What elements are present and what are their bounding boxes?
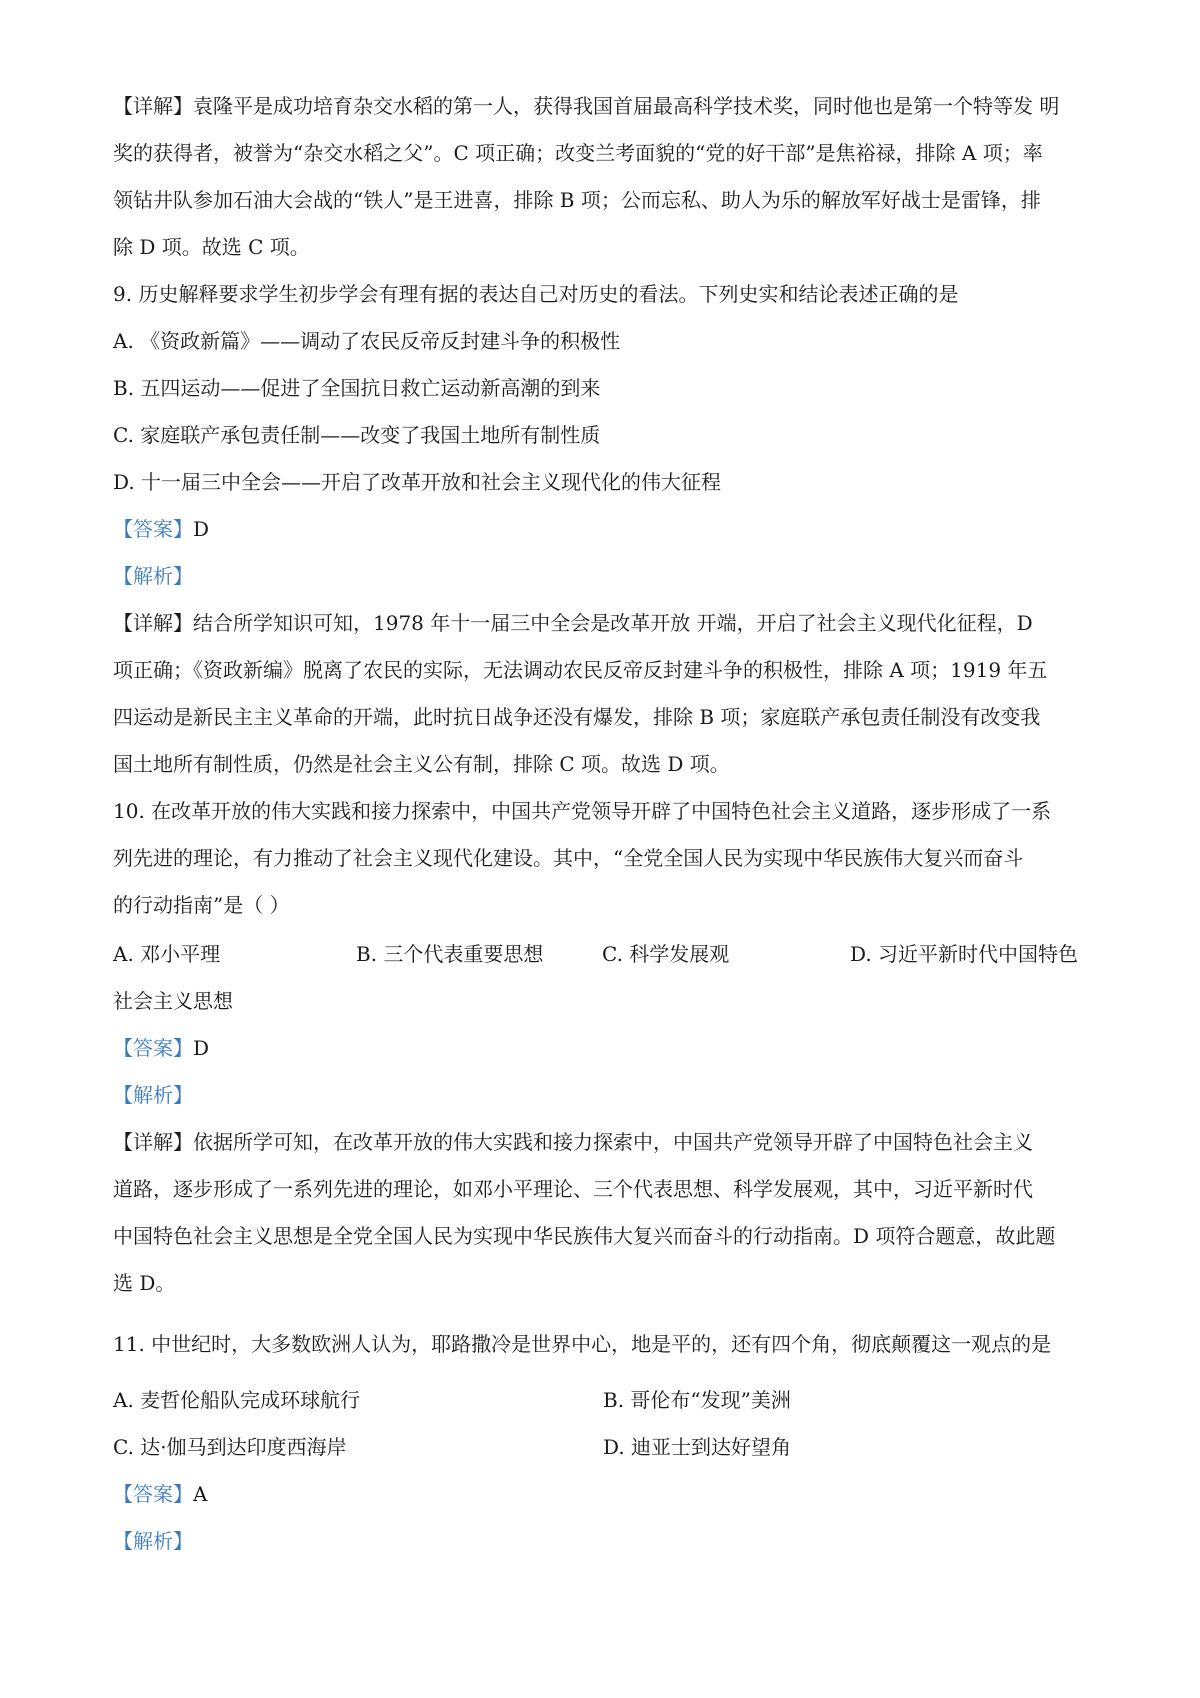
q10-detail-line-3: 中国特色社会主义思想是全党全国人民为实现中华民族伟大复兴而奋斗的行动指南。D 项符合题意，故此题 [113,1224,1056,1248]
q9-detail-line-1 [113,609,1033,637]
q10-detail-line-2: 道路，逐步形成了一系列先进的理论，如邓小平理论、三个代表思想、科学发展观，其中，习近平新时代 [113,1177,1033,1201]
q8-detail-line-2: 奖的获得者，被誉为“杂交水稻之父”。C 项正确；改变兰考面貌的“党的好干部”是焦裕禄，排除 A 项；率 [113,141,1043,165]
q11-option-c: C. 达·伽马到达印度西海岸 [113,1435,347,1459]
q10-analysis-label: 【解析】 [113,1083,193,1107]
q9-option-d: D. 十一届三中全会——开启了改革开放和社会主义现代化的伟大征程 [113,470,722,494]
q10-stem-line-1: 10. 在改革开放的伟大实践和接力探索中，中国共产党领导开辟了中国特色社会主义道路，逐步形成了一系 [113,799,1052,823]
q11-option-b: B. 哥伦布“发现”美洲 [603,1388,791,1412]
q9-stem: 9. 历史解释要求学生初步学会有理有据的表达自己对历史的看法。下列史实和结论表述正确的是 [113,282,959,306]
q8-detail-line-4: 除 D 项。故选 C 项。 [113,235,310,259]
q9-detail-line-2: 项正确；《资政新编》脱离了农民的实际，无法调动农民反帝反封建斗争的积极性，排除 A 项；1919 年五 [113,658,1048,682]
q10-detail-line-1 [113,1128,1033,1156]
q11-option-d: D. 迪亚士到达好望角 [603,1435,792,1459]
q11-stem: 11. 中世纪时，大多数欧洲人认为，耶路撒冷是世界中心，地是平的，还有四个角，彻底颠覆这一观点的是 [113,1332,1052,1356]
answer-label: 【答案】 [113,1036,193,1060]
answer-value: A [193,1482,208,1506]
q10-option-d-cont: 社会主义思想 [113,989,233,1013]
q11-analysis-label: 【解析】 [113,1529,193,1553]
answer-label: 【答案】 [113,1482,193,1506]
q10-option-c: C. 科学发展观 [602,942,730,966]
q8-detail-text: 袁隆平是成功培育杂交水稻的第一人，获得我国首届最高科学技术奖，同时他也是第一个特等发 明 [193,94,1060,118]
answer-label: 【答案】 [113,517,193,541]
q9-detail-text: 结合所学知识可知，1978 年十一届三中全会是改革开放 开端，开启了社会主义现代化征程，D [193,611,1033,635]
answer-value: D [193,1036,210,1060]
q9-analysis-label: 【解析】 [113,564,193,588]
q10-detail-line-4: 选 D。 [113,1271,176,1295]
q8-detail-tag: 【详解】 [113,94,193,118]
q8-detail-line-3: 领钻井队参加石油大会战的“铁人”是王进喜，排除 B 项；公而忘私、助人为乐的解放军好战士是雷锋，排 [113,188,1041,212]
q10-option-d: D. 习近平新时代中国特色 [850,942,1079,966]
q9-option-b: B. 五四运动——促进了全国抗日救亡运动新高潮的到来 [113,376,601,400]
q11-answer [113,1480,207,1508]
q9-answer [113,515,209,543]
q9-detail-line-4: 国土地所有制性质，仍然是社会主义公有制，排除 C 项。故选 D 项。 [113,752,730,776]
q8-detail-line-1 [113,92,1059,120]
q9-detail-tag: 【详解】 [113,611,193,635]
q11-option-a: A. 麦哲伦船队完成环球航行 [113,1388,361,1412]
q9-detail-line-3: 四运动是新民主主义革命的开端，此时抗日战争还没有爆发，排除 B 项；家庭联产承包责任制没有改变我 [113,705,1041,729]
q10-detail-text: 依据所学可知，在改革开放的伟大实践和接力探索中，中国共产党领导开辟了中国特色社会主义 [193,1130,1033,1154]
answer-value: D [193,517,210,541]
q9-option-a: A. 《资政新篇》——调动了农民反帝反封建斗争的积极性 [113,329,621,353]
q10-option-a: A. 邓小平理 [113,942,221,966]
q10-answer [113,1034,209,1062]
q9-option-c: C. 家庭联产承包责任制——改变了我国土地所有制性质 [113,423,601,447]
q10-stem-line-2: 列先进的理论，有力推动了社会主义现代化建设。其中，“全党全国人民为实现中华民族伟大复兴而奋斗 [113,846,1024,870]
q10-stem-line-3: 的行动指南”是（ ） [113,893,290,917]
q10-detail-tag: 【详解】 [113,1130,193,1154]
q10-option-b: B. 三个代表重要思想 [356,942,544,966]
